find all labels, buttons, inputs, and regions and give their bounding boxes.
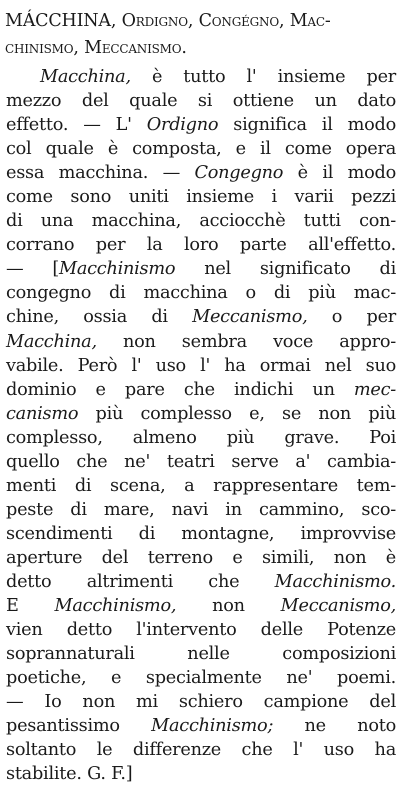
text-segment: — Io non mi schiero campione del	[6, 692, 396, 713]
text-segment: significa il modo	[218, 115, 396, 136]
italic-term: Macchinismo,	[54, 596, 177, 617]
text-line	[6, 618, 396, 642]
text-segment: corrano per la loro parte all'effetto.	[6, 235, 396, 256]
text-segment: come sono uniti insieme i varii pezzi	[6, 187, 396, 208]
text-segment: aperture del terreno e simili, non è	[6, 547, 396, 568]
text-segment: vabile. Però l' uso l' ha ormai nel suo	[6, 355, 396, 376]
text-line	[6, 570, 396, 594]
text-line	[6, 450, 396, 474]
text-line	[6, 642, 396, 666]
text-line	[6, 113, 396, 137]
text-segment: o per	[307, 307, 396, 328]
text-line	[6, 522, 396, 546]
text-line	[6, 378, 396, 402]
italic-term: Ordigno	[146, 115, 219, 136]
text-line	[6, 305, 396, 329]
text-line	[6, 330, 396, 354]
text-segment: poetiche, e specialmente ne' poemi.	[6, 668, 396, 689]
text-segment: essa macchina. —	[6, 163, 195, 184]
italic-term: Macchinismo;	[151, 716, 274, 737]
text-segment: effetto. — L'	[6, 115, 147, 136]
text-line	[6, 474, 396, 498]
text-segment: congegno di macchina o di più mac-	[6, 283, 396, 304]
text-line	[6, 690, 396, 714]
text-segment: detto altrimenti che	[6, 571, 275, 592]
italic-term: Meccanismo,	[192, 307, 308, 328]
text-line	[6, 281, 396, 305]
italic-term: Meccanismo,	[280, 596, 396, 617]
text-line	[6, 714, 396, 738]
text-line	[6, 137, 396, 161]
text-line	[6, 666, 396, 690]
text-line	[6, 185, 396, 209]
text-segment: complesso, almeno più grave. Poi	[6, 427, 396, 448]
text-segment: non	[176, 596, 281, 617]
synonyms-line-2: chinismo, Meccanismo.	[5, 38, 187, 58]
text-line	[6, 546, 396, 570]
text-line	[6, 209, 396, 233]
text-segment: dominio e pare che indichi un	[6, 379, 354, 400]
text-line	[6, 426, 396, 450]
text-segment: è tutto l' insieme per	[130, 67, 396, 87]
text-segment: quello che ne' teatri serve a' cambia-	[6, 451, 396, 472]
text-segment: nel significato di	[175, 259, 396, 280]
italic-term: Macchinismo	[58, 259, 176, 280]
text-segment: E	[6, 596, 55, 617]
text-line	[6, 498, 396, 522]
entry-body	[6, 65, 396, 786]
text-segment: vien detto l'intervento delle Potenze	[6, 620, 396, 641]
italic-term: canismo	[6, 403, 79, 424]
text-line	[6, 354, 396, 378]
text-segment: di una macchina, acciocchè tutti con-	[6, 211, 396, 232]
text-line	[6, 402, 396, 426]
text-segment: ne noto	[273, 716, 396, 737]
text-line	[6, 762, 396, 786]
text-segment: peste di mare, navi in cammino, sco-	[6, 499, 396, 520]
text-segment: col quale è composta, e il come opera	[6, 139, 396, 160]
text-segment: scendimenti di montagne, improvvise	[6, 523, 396, 544]
text-line	[6, 89, 396, 113]
italic-term: Congegno	[194, 163, 284, 184]
synonyms-line-1: Ordigno, Congégno, Mac-	[116, 11, 331, 31]
text-line	[6, 594, 396, 618]
text-segment: soltanto le differenze che l' uso ha	[6, 740, 396, 761]
entry-heading	[5, 8, 397, 62]
text-segment: mezzo del quale si ottiene un dato	[6, 91, 396, 112]
text-segment: non sembra voce appro-	[96, 331, 396, 352]
text-segment: pesantissimo	[6, 716, 152, 737]
text-segment: — [	[6, 259, 59, 280]
text-line	[6, 738, 396, 762]
text-segment: stabilite. G. F.]	[6, 764, 133, 785]
text-segment: più complesso e, se non più	[78, 403, 396, 424]
text-line	[6, 257, 396, 281]
headword: MÁCCHINA,	[5, 11, 117, 31]
italic-term: mec-	[353, 379, 396, 400]
italic-term: Macchinismo.	[274, 571, 396, 592]
text-line	[6, 161, 396, 185]
text-line	[6, 233, 396, 257]
text-line	[6, 65, 396, 89]
text-segment: chine, ossia di	[6, 307, 193, 328]
text-segment: menti di scena, a rappresentare tem-	[6, 475, 396, 496]
italic-term: Macchina,	[6, 331, 97, 352]
italic-term: Macchina,	[40, 67, 131, 87]
text-segment: soprannaturali nelle composizioni	[6, 644, 396, 665]
text-segment: è il modo	[283, 163, 396, 184]
